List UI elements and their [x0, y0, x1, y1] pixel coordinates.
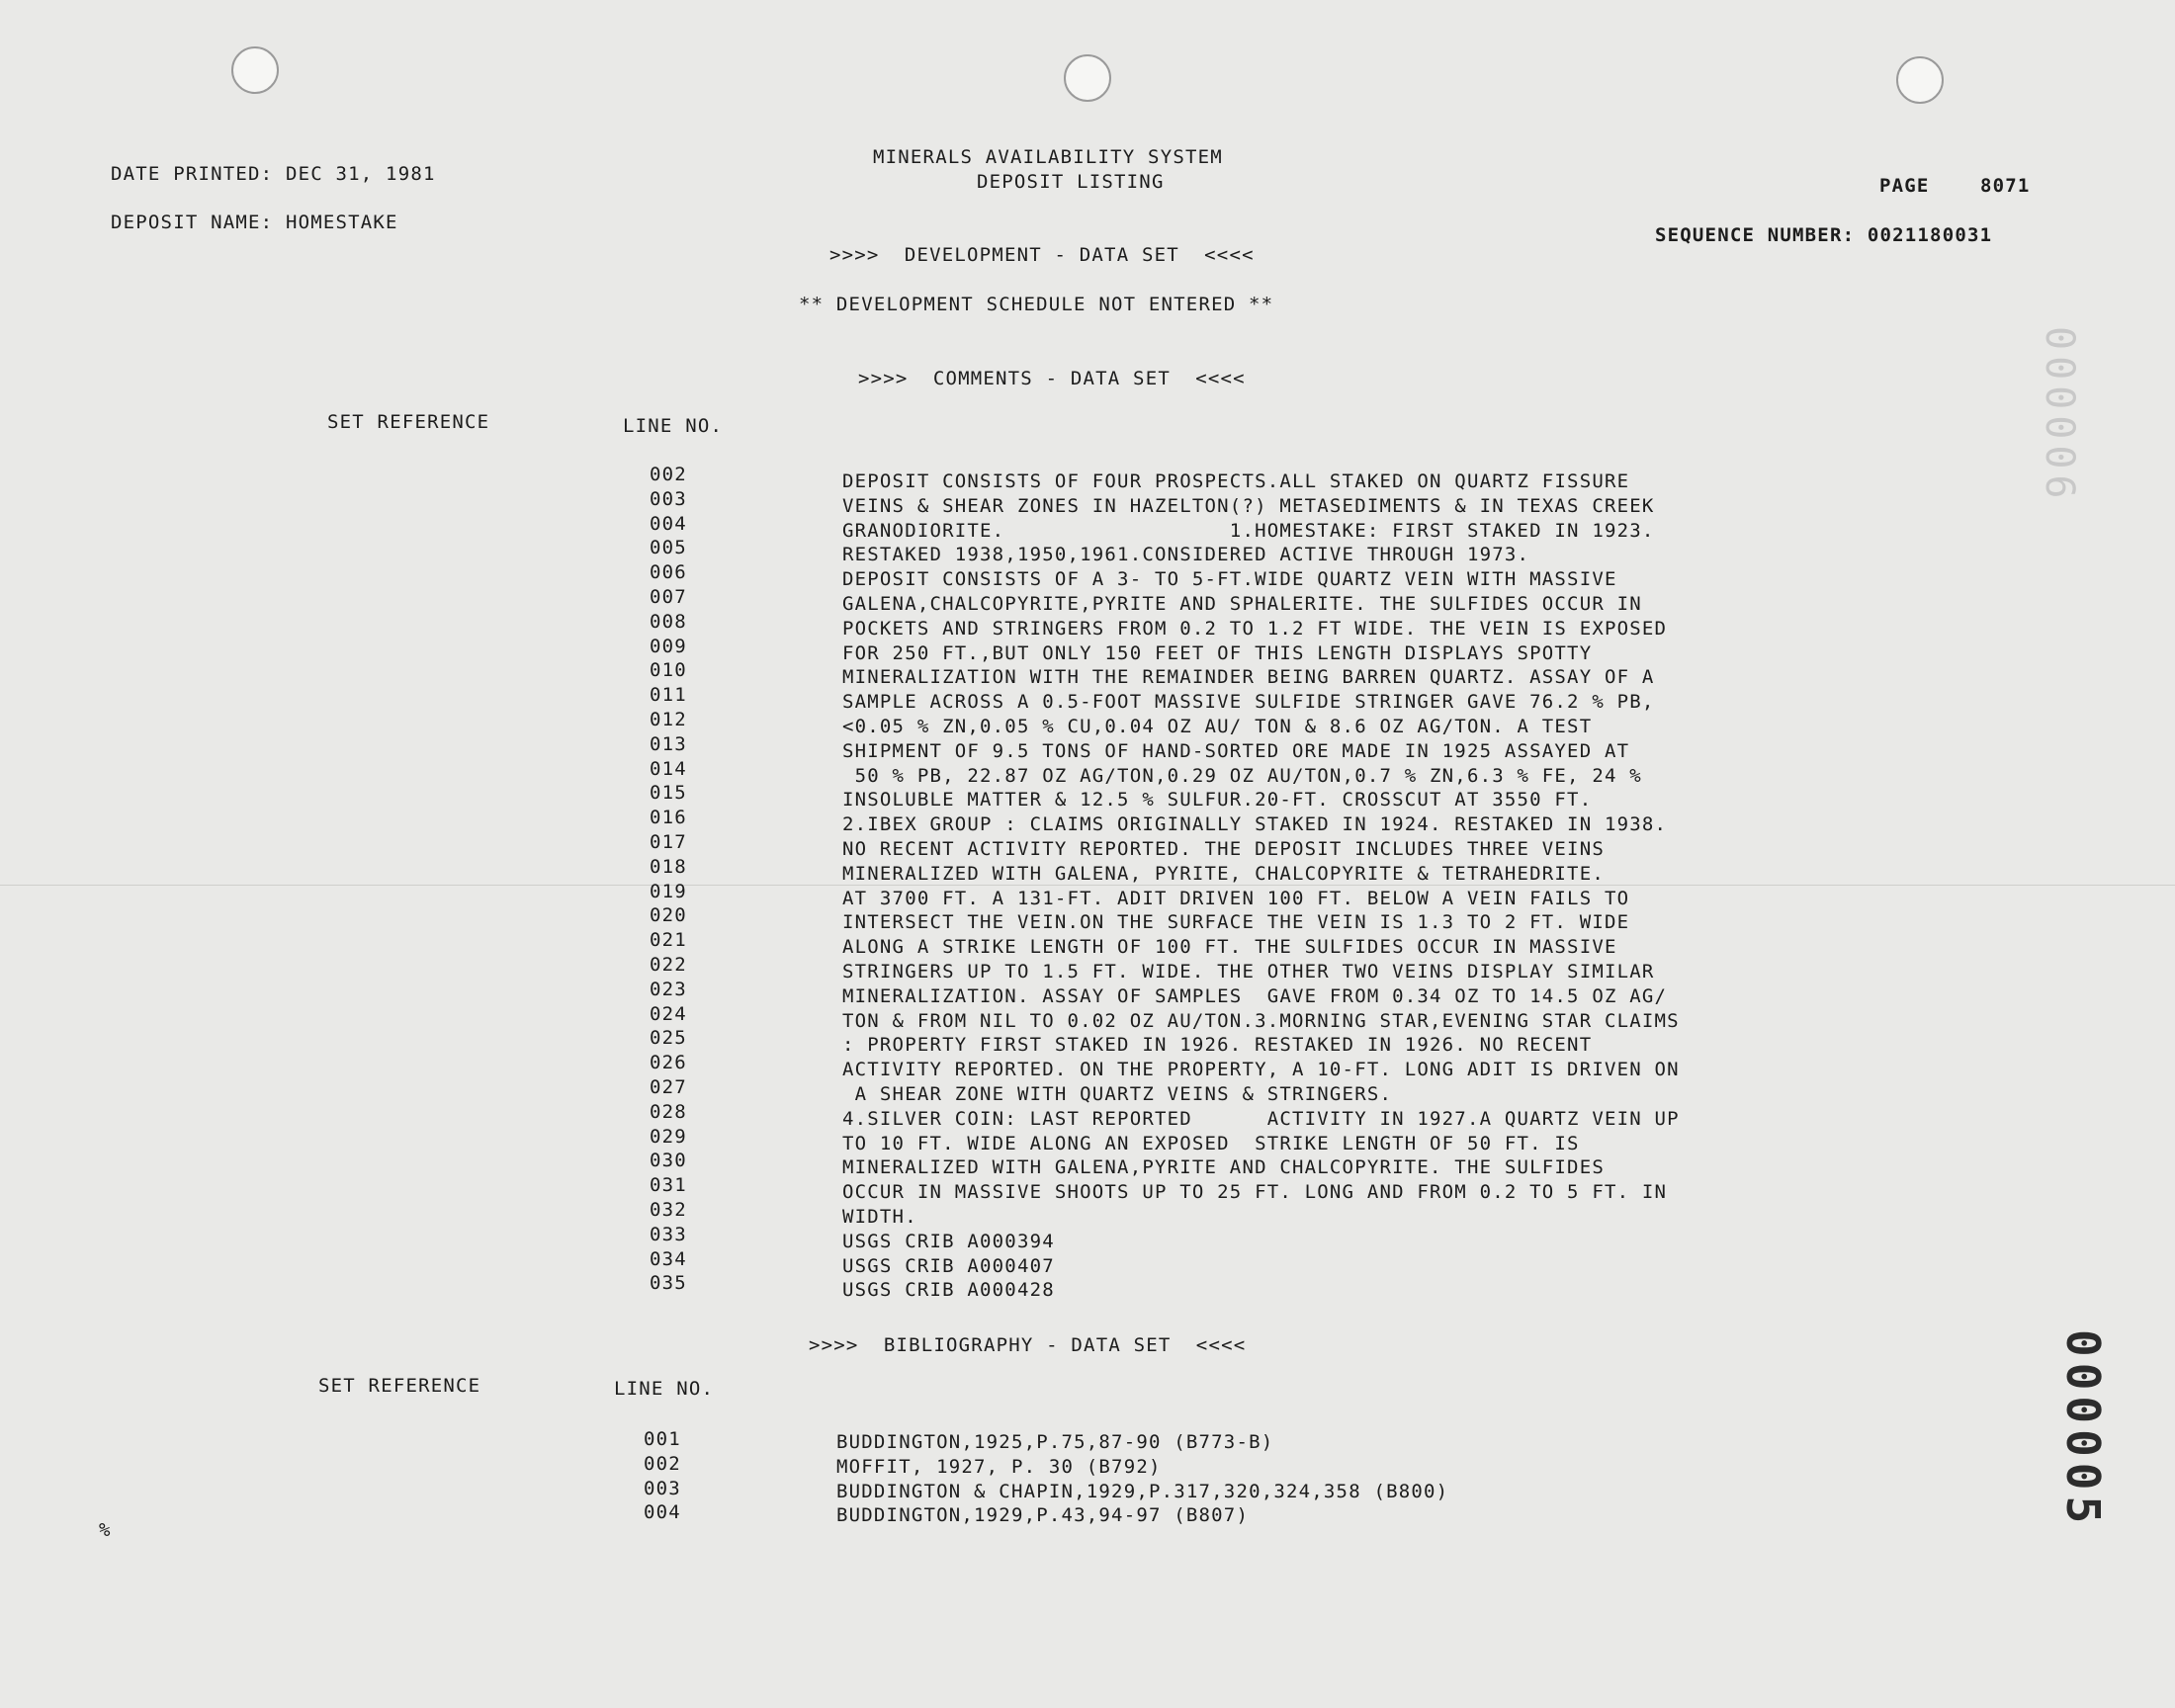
comments-text-line: VEINS & SHEAR ZONES IN HAZELTON(?) METASEDIMENTS & IN TEXAS CREEK — [842, 494, 1655, 517]
punch-hole-center — [1064, 54, 1111, 102]
comments-line-number: 028 — [650, 1100, 687, 1123]
bibliography-text-line: BUDDINGTON,1925,P.75,87-90 (B773-B) — [836, 1431, 1274, 1453]
comments-line-number: 013 — [650, 732, 687, 755]
comments-line-number: 025 — [650, 1027, 687, 1050]
comments-line-number: 003 — [650, 487, 687, 510]
comments-text-line: MINERALIZATION WITH THE REMAINDER BEING BARREN QUARTZ. ASSAY OF A — [842, 666, 1655, 689]
comments-text-line: GRANODIORITE. 1.HOMESTAKE: FIRST STAKED IN 1923. — [842, 519, 1655, 542]
comments-text-line: MINERALIZED WITH GALENA,PYRITE AND CHALCOPYRITE. THE SULFIDES — [842, 1156, 1605, 1179]
comments-line-number: 032 — [650, 1198, 687, 1221]
bibliography-text-line: MOFFIT, 1927, P. 30 (B792) — [836, 1455, 1162, 1478]
comments-text-line: USGS CRIB A000428 — [842, 1279, 1055, 1302]
comments-text-line: MINERALIZED WITH GALENA, PYRITE, CHALCOPYRITE & TETRAHEDRITE. — [842, 862, 1605, 885]
date-printed: DATE PRINTED: DEC 31, 1981 — [111, 163, 436, 185]
bibliography-line-number: 002 — [644, 1452, 681, 1475]
comments-text-line: SHIPMENT OF 9.5 TONS OF HAND-SORTED ORE MADE IN 1925 ASSAYED AT — [842, 739, 1630, 762]
comments-line-number: 016 — [650, 807, 687, 829]
comments-line-no-label: LINE NO. — [623, 415, 724, 437]
listing-title: DEPOSIT LISTING — [977, 171, 1165, 193]
comments-text-line: INSOLUBLE MATTER & 12.5 % SULFUR.20-FT. CROSSCUT AT 3550 FT. — [842, 789, 1593, 811]
comments-line-number: 008 — [650, 610, 687, 633]
comments-text-line: DEPOSIT CONSISTS OF A 3- TO 5-FT.WIDE QUARTZ VEIN WITH MASSIVE — [842, 568, 1617, 591]
comments-text-lines — [842, 470, 1680, 1303]
comments-line-number: 005 — [650, 537, 687, 559]
comments-line-number: 030 — [650, 1150, 687, 1172]
comments-line-number: 027 — [650, 1075, 687, 1098]
comments-text-line: STRINGERS UP TO 1.5 FT. WIDE. THE OTHER TWO VEINS DISPLAY SIMILAR — [842, 960, 1655, 982]
comments-text-line: USGS CRIB A000407 — [842, 1254, 1055, 1277]
bibliography-line-numbers — [644, 1427, 681, 1525]
comments-text-line: WIDTH. — [842, 1205, 917, 1228]
comments-line-number: 029 — [650, 1125, 687, 1148]
comments-line-number: 019 — [650, 880, 687, 902]
punch-hole-left — [231, 46, 279, 94]
comments-line-number: 033 — [650, 1223, 687, 1245]
comments-text-line: USGS CRIB A000394 — [842, 1230, 1055, 1252]
comments-text-line: POCKETS AND STRINGERS FROM 0.2 TO 1.2 FT WIDE. THE VEIN IS EXPOSED — [842, 617, 1668, 640]
comments-line-number: 004 — [650, 512, 687, 535]
comments-text-line: A SHEAR ZONE WITH QUARTZ VEINS & STRINGERS. — [842, 1082, 1393, 1105]
comments-line-number: 023 — [650, 978, 687, 1000]
comments-line-number: 009 — [650, 635, 687, 657]
comments-text-line: NO RECENT ACTIVITY REPORTED. THE DEPOSIT INCLUDES THREE VEINS — [842, 837, 1605, 860]
comments-line-number: 020 — [650, 904, 687, 927]
comments-line-number: 022 — [650, 953, 687, 976]
comments-line-number: 002 — [650, 464, 687, 485]
comments-line-number: 010 — [650, 659, 687, 682]
comments-line-number: 026 — [650, 1052, 687, 1074]
comments-text-line: TON & FROM NIL TO 0.02 OZ AU/TON.3.MORNING STAR,EVENING STAR CLAIMS — [842, 1009, 1680, 1032]
comments-text-line: : PROPERTY FIRST STAKED IN 1926. RESTAKED IN 1926. NO RECENT — [842, 1034, 1593, 1057]
comments-line-numbers — [650, 463, 687, 1296]
bibliography-text-line: BUDDINGTON,1929,P.43,94-97 (B807) — [836, 1504, 1250, 1527]
page-label: PAGE — [1879, 175, 1930, 197]
comments-text-line: <0.05 % ZN,0.05 % CU,0.04 OZ AU/ TON & 8.6 OZ AG/TON. A TEST — [842, 715, 1593, 737]
bibliography-line-number: 003 — [644, 1477, 681, 1499]
comments-line-number: 014 — [650, 757, 687, 780]
comments-text-line: ALONG A STRIKE LENGTH OF 100 FT. THE SULFIDES OCCUR IN MASSIVE — [842, 936, 1617, 959]
comments-line-number: 017 — [650, 830, 687, 853]
side-stamp: 000005 — [2056, 1329, 2110, 1530]
bibliography-line-number: 001 — [644, 1428, 681, 1450]
bibliography-heading: >>>> BIBLIOGRAPHY - DATA SET <<<< — [809, 1334, 1247, 1356]
comments-text-line: AT 3700 FT. A 131-FT. ADIT DRIVEN 100 FT. BELOW A VEIN FAILS TO — [842, 887, 1630, 909]
comments-set-reference-label: SET REFERENCE — [327, 411, 490, 433]
comments-text-line: SAMPLE ACROSS A 0.5-FOOT MASSIVE SULFIDE STRINGER GAVE 76.2 % PB, — [842, 691, 1655, 714]
comments-text-line: GALENA,CHALCOPYRITE,PYRITE AND SPHALERITE. THE SULFIDES OCCUR IN — [842, 592, 1642, 615]
punch-hole-right — [1896, 56, 1944, 104]
comments-text-line: INTERSECT THE VEIN.ON THE SURFACE THE VEIN IS 1.3 TO 2 FT. WIDE — [842, 911, 1630, 934]
bibliography-text-lines — [836, 1430, 1448, 1528]
comments-text-line: 4.SILVER COIN: LAST REPORTED ACTIVITY IN 1927.A QUARTZ VEIN UP — [842, 1107, 1680, 1130]
comments-text-line: TO 10 FT. WIDE ALONG AN EXPOSED STRIKE LENGTH OF 50 FT. IS — [842, 1132, 1580, 1154]
comments-line-number: 007 — [650, 585, 687, 608]
comments-line-number: 024 — [650, 1002, 687, 1025]
comments-text-line: ACTIVITY REPORTED. ON THE PROPERTY, A 10-FT. LONG ADIT IS DRIVEN ON — [842, 1059, 1680, 1081]
comments-line-number: 034 — [650, 1247, 687, 1270]
bibliography-set-reference-label: SET REFERENCE — [318, 1375, 481, 1397]
comments-text-line: FOR 250 FT.,BUT ONLY 150 FEET OF THIS LENGTH DISPLAYS SPOTTY — [842, 641, 1593, 664]
comments-text-line: DEPOSIT CONSISTS OF FOUR PROSPECTS.ALL STAKED ON QUARTZ FISSURE — [842, 470, 1630, 492]
comments-line-number: 031 — [650, 1174, 687, 1197]
comments-text-line: 50 % PB, 22.87 OZ AG/TON,0.29 OZ AU/TON,0.7 % ZN,6.3 % FE, 24 % — [842, 764, 1642, 787]
comments-line-number: 006 — [650, 561, 687, 584]
bibliography-text-line: BUDDINGTON & CHAPIN,1929,P.317,320,324,358 (B800) — [836, 1480, 1449, 1502]
comments-line-number: 035 — [650, 1272, 687, 1295]
comments-text-line: MINERALIZATION. ASSAY OF SAMPLES GAVE FROM 0.34 OZ TO 14.5 OZ AG/ — [842, 984, 1668, 1007]
footer-mark: % — [99, 1519, 112, 1541]
comments-line-number: 021 — [650, 929, 687, 952]
development-note: ** DEVELOPMENT SCHEDULE NOT ENTERED ** — [799, 294, 1274, 315]
comments-line-number: 012 — [650, 708, 687, 730]
page-number: 8071 — [1980, 175, 2031, 197]
comments-heading: >>>> COMMENTS - DATA SET <<<< — [858, 368, 1246, 389]
comments-text-line: OCCUR IN MASSIVE SHOOTS UP TO 25 FT. LONG AND FROM 0.2 TO 5 FT. IN — [842, 1181, 1668, 1204]
sequence-number: SEQUENCE NUMBER: 0021180031 — [1655, 224, 1993, 246]
comments-text-line: RESTAKED 1938,1950,1961.CONSIDERED ACTIVE THROUGH 1973. — [842, 544, 1530, 566]
comments-line-number: 018 — [650, 855, 687, 878]
bibliography-line-number: 004 — [644, 1501, 681, 1524]
comments-line-number: 011 — [650, 684, 687, 707]
deposit-name: DEPOSIT NAME: HOMESTAKE — [111, 212, 398, 233]
faint-side-stamp: 000006 — [2037, 326, 2082, 505]
bibliography-line-no-label: LINE NO. — [614, 1378, 715, 1400]
development-heading: >>>> DEVELOPMENT - DATA SET <<<< — [829, 244, 1255, 266]
system-title: MINERALS AVAILABILITY SYSTEM — [873, 146, 1223, 168]
comments-line-number: 015 — [650, 782, 687, 805]
comments-text-line: 2.IBEX GROUP : CLAIMS ORIGINALLY STAKED IN 1924. RESTAKED IN 1938. — [842, 813, 1668, 836]
